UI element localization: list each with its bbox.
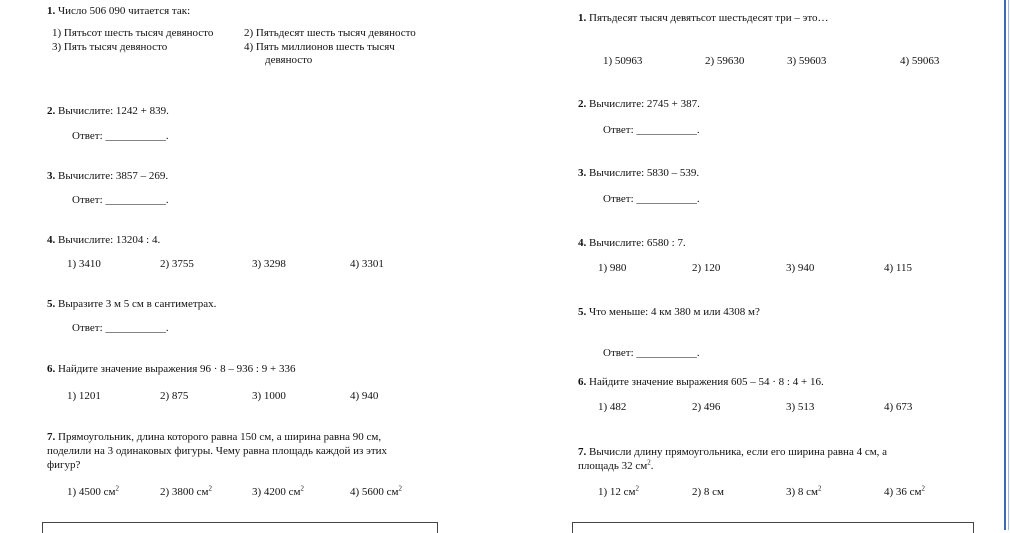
option-text: 1) 12 см xyxy=(598,486,636,498)
question-text: Вычислите: 13204 : 4. xyxy=(58,234,161,246)
left-q4-option-2: 2) 3755 xyxy=(160,258,194,270)
question-text: Вычислите: 2745 + 387. xyxy=(589,98,700,110)
superscript: 2 xyxy=(635,484,640,493)
right-q6-stem xyxy=(578,376,824,388)
right-bottom-frame xyxy=(572,522,974,533)
right-q7-option-1 xyxy=(598,486,639,498)
right-q1-option-4: 4) 59063 xyxy=(900,55,940,67)
question-number: 4. xyxy=(578,237,587,249)
left-q1-option-4-cont: девяносто xyxy=(265,54,313,66)
right-q6-option-1: 1) 482 xyxy=(598,401,627,413)
left-q3-answer-line: Ответ: ___________. xyxy=(72,194,169,206)
option-text: 2) 3800 см xyxy=(160,486,209,498)
right-q1-option-3: 3) 59603 xyxy=(787,55,827,67)
superscript: 2 xyxy=(115,484,120,493)
question-number: 3. xyxy=(47,170,56,182)
right-q3-answer-line: Ответ: ___________. xyxy=(603,193,700,205)
superscript: 2 xyxy=(208,484,213,493)
left-q1-stem xyxy=(47,5,190,17)
right-q1-option-1: 1) 50963 xyxy=(603,55,643,67)
question-number: 7. xyxy=(47,431,56,443)
question-number: 6. xyxy=(47,363,56,375)
right-q2-stem xyxy=(578,98,700,110)
left-q7-line-2: поделили на 3 одинаковых фигуры. Чему равна площадь каждой из этих xyxy=(47,445,388,457)
question-text: Что меньше: 4 км 380 м или 4308 м? xyxy=(589,306,760,318)
left-q7-option-2 xyxy=(160,486,212,498)
right-q7-line-2 xyxy=(578,460,653,472)
superscript: 2 xyxy=(921,484,926,493)
question-text: Вычислите: 3857 – 269. xyxy=(58,170,169,182)
question-number: 6. xyxy=(578,376,587,388)
option-text: 3) 8 см xyxy=(786,486,819,498)
superscript: 2 xyxy=(398,484,403,493)
option-text: 4) 36 см xyxy=(884,486,922,498)
question-text: Прямоугольник, длина которого равна 150 см, а ширина равна 90 см, xyxy=(58,431,382,443)
left-q6-option-1: 1) 1201 xyxy=(67,390,101,402)
left-q4-option-4: 4) 3301 xyxy=(350,258,384,270)
left-q7-option-1 xyxy=(67,486,119,498)
right-q6-option-2: 2) 496 xyxy=(692,401,721,413)
left-q7-option-4 xyxy=(350,486,402,498)
punctuation: . xyxy=(650,460,654,472)
page-edge-border-inner xyxy=(1008,0,1009,530)
right-q7-option-2: 2) 8 см xyxy=(692,486,725,498)
superscript: 2 xyxy=(818,484,822,493)
left-q7-option-3 xyxy=(252,486,304,498)
left-q6-stem xyxy=(47,363,295,375)
question-number: 3. xyxy=(578,167,587,179)
right-q6-option-4: 4) 673 xyxy=(884,401,913,413)
question-number: 5. xyxy=(47,298,56,310)
left-q1-option-4: 4) Пять миллионов шесть тысяч xyxy=(244,41,395,53)
question-text: Пятьдесят тысяч девятьсот шестьдесят три – это… xyxy=(589,12,829,24)
left-q4-stem xyxy=(47,234,160,246)
left-q1-option-3: 3) Пять тысяч девяносто xyxy=(52,41,168,53)
right-q2-answer-line: Ответ: ___________. xyxy=(603,124,700,136)
question-text: Найдите значение выражения 605 – 54 · 8 : 4 + 16. xyxy=(589,376,824,388)
question-number: 2. xyxy=(47,105,56,117)
left-q4-option-1: 1) 3410 xyxy=(67,258,101,270)
question-number: 1. xyxy=(578,12,587,24)
superscript: 2 xyxy=(300,484,305,493)
right-q7-option-3 xyxy=(786,486,822,498)
right-q1-option-2: 2) 59630 xyxy=(705,55,745,67)
right-q4-option-3: 3) 940 xyxy=(786,262,815,274)
question-text: Вычислите: 6580 : 7. xyxy=(589,237,686,249)
right-q3-stem xyxy=(578,167,699,179)
left-q1-option-1: 1) Пятьсот шесть тысяч девяносто xyxy=(52,27,214,39)
right-q4-stem xyxy=(578,237,686,249)
question-text: Вычислите: 5830 – 539. xyxy=(589,167,700,179)
right-q5-answer-line: Ответ: ___________. xyxy=(603,347,700,359)
option-text: 3) 4200 см xyxy=(252,486,301,498)
question-text: Число 506 090 читается так: xyxy=(58,5,191,17)
superscript: 2 xyxy=(647,458,651,467)
question-text: Найдите значение выражения 96 · 8 – 936 : 9 + 336 xyxy=(58,363,296,375)
left-q2-stem xyxy=(47,105,169,117)
left-q2-answer-line: Ответ: ___________. xyxy=(72,130,169,142)
left-q3-stem xyxy=(47,170,168,182)
right-q7-option-4 xyxy=(884,486,925,498)
question-text: Вычислите: 1242 + 839. xyxy=(58,105,169,117)
right-q4-option-2: 2) 120 xyxy=(692,262,721,274)
right-q4-option-4: 4) 115 xyxy=(884,262,913,274)
right-q7-line-1 xyxy=(578,446,887,458)
question-text: Выразите 3 м 5 см в сантиметрах. xyxy=(58,298,217,310)
question-number: 7. xyxy=(578,446,587,458)
question-number: 4. xyxy=(47,234,56,246)
question-number: 5. xyxy=(578,306,587,318)
left-q7-line-3: фигур? xyxy=(47,459,81,471)
left-q6-option-4: 4) 940 xyxy=(350,390,379,402)
question-text: площадь 32 см xyxy=(578,460,648,472)
page-edge-border xyxy=(1004,0,1006,530)
left-q5-stem xyxy=(47,298,216,310)
option-text: 1) 4500 см xyxy=(67,486,116,498)
left-q4-option-3: 3) 3298 xyxy=(252,258,286,270)
question-text: Вычисли длину прямоугольника, если его ширина равна 4 см, а xyxy=(589,446,888,458)
right-q6-option-3: 3) 513 xyxy=(786,401,815,413)
left-q1-option-2: 2) Пятьдесят шесть тысяч девяносто xyxy=(244,27,416,39)
right-q4-option-1: 1) 980 xyxy=(598,262,627,274)
option-text: 4) 5600 см xyxy=(350,486,399,498)
right-q1-stem xyxy=(578,12,829,24)
left-q5-answer-line: Ответ: ___________. xyxy=(72,322,169,334)
left-q6-option-2: 2) 875 xyxy=(160,390,189,402)
left-q6-option-3: 3) 1000 xyxy=(252,390,286,402)
left-q7-line-1 xyxy=(47,431,381,443)
question-number: 1. xyxy=(47,5,56,17)
right-q5-stem xyxy=(578,306,760,318)
question-number: 2. xyxy=(578,98,587,110)
left-bottom-frame xyxy=(42,522,438,533)
